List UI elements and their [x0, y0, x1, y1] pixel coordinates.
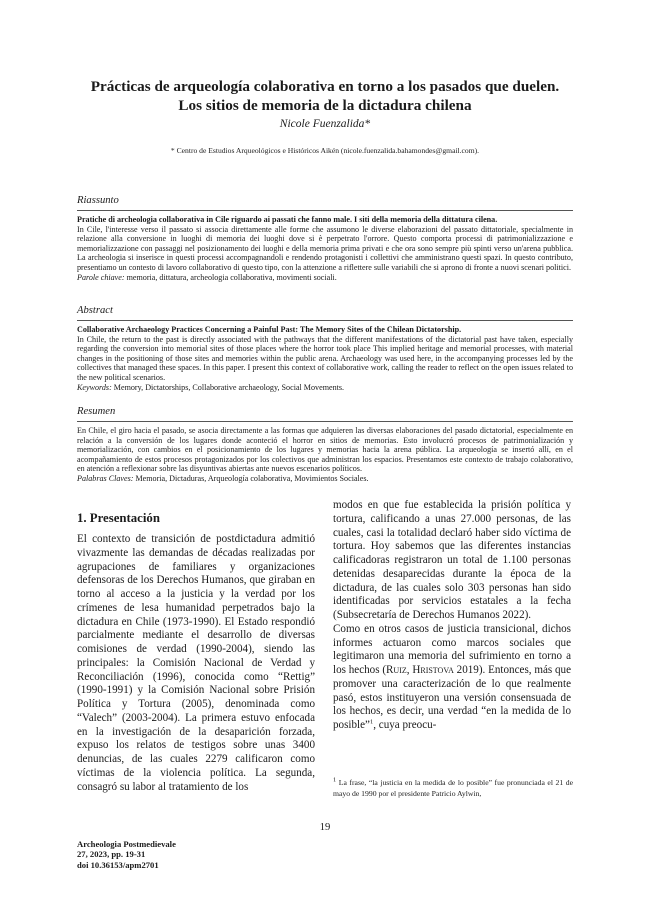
citation-separator: ,	[406, 664, 413, 676]
footnote	[333, 778, 573, 799]
riassunto-title: Pratiche di archeologia collaborativa in Cile riguardo ai passati che fanno male. I siti della memoria della dittatura cilena.	[77, 215, 498, 224]
riassunto-keywords	[77, 273, 573, 283]
citation-author: Ruiz	[386, 664, 407, 676]
title-line-2: Los sitios de memoria de la dictadura chilena	[178, 96, 472, 114]
riassunto-heading: Riassunto	[77, 195, 573, 211]
abstract-title: Collaborative Archaeology Practices Concerning a Painful Past: The Memory Sites of the Chilean Dictatorship.	[77, 325, 462, 334]
body-text: Como en otros casos de justicia transicional, dichos informes actuaron como marcos sociales que legitimaron una memoria del sufrimiento en torno a los hechos (	[333, 622, 571, 676]
author-name: Nicole Fuenzalida*	[279, 118, 371, 130]
abstract-keywords	[77, 383, 573, 393]
journal-issue: 27, 2023, pp. 19-31	[77, 849, 146, 860]
body-column-right	[333, 499, 571, 733]
resumen-keywords	[77, 474, 573, 484]
riassunto-keywords-text: memoria, dittatura, archeologia collaborativa, movimenti sociali.	[124, 272, 337, 282]
author-affiliation: * Centro de Estudios Arqueológicos e Históricos Aikén (nicole.fuenzalida.bahamondes@gmail.com).	[170, 146, 480, 155]
abstract-body: In Chile, the return to the past is directly associated with the pathways that the different manifestations of the dictatorial past have taken, especially regarding the conversion into memorial sites of those places where the horror took place This implied heritage and memorial processes, with material changes in the positioning of those sites and memories within the public arena. Archaeology was used here, in the accompanying processes led by the collectives that managed these spaces. In this paper. I present this context of collaborative work, calling the reader to reflect on the open issues related to the new political scenarios.	[77, 334, 573, 382]
journal-name: Archeologia Postmedievale	[77, 839, 176, 849]
journal-doi[interactable]: doi 10.36153/apm2701	[77, 859, 159, 870]
article-title	[70, 78, 580, 115]
riassunto-body: In Cile, l'interesse verso il passato si associa direttamente alle forme che assumono le diverse elaborazioni del passato dittatoriale, specialmente in relazione alla conversione in luoghi di memoria dei luoghi dove si è perpetrato l'orrore. Questo comporta processi di patrimonializzazione e memorializzazione con passaggi nel posizionamento dei luoghi e della memoria prima privati e che ora sono sempre più spinti verso un'arena pubblica. La archeologia si inserisce in questi processi accompagnandoli e rendendo protagonisti i collettivi che amministrano questi spazi. In questo contributo, presentiamo un contesto di lavoro collaborativo di questo tipo, con la attenzione a riflettere sulle variabili che si aprono di fronte a nuovi scenari politici.	[77, 224, 573, 272]
body-column-left	[77, 533, 315, 794]
riassunto-keywords-label: Parole chiave:	[77, 272, 125, 282]
abstract-block	[77, 305, 573, 392]
body-text: , cuya preocu-	[373, 719, 437, 731]
footnote-marker: 1	[333, 776, 337, 784]
resumen-heading: Resumen	[77, 406, 573, 422]
citation-author: Hristova	[412, 664, 454, 676]
body-paragraph: modos en que fue establecida la prisión política y tortura, calificando a unas 27.000 personas, de las cuales, casi la totalidad declaró haber sido víctima de tortura. Hoy sabemos que las diferentes instancias calificadoras registraron un total de 1.100 personas detenidas desaparecidas durante la época de la dictadura, de las cuales solo 303 personas han sido identificadas por servicios estatales a la fecha (Subsecretaría de Derechos Humanos 2022).	[333, 499, 571, 621]
resumen-keywords-text: Memoria, Dictaduras, Arqueología colaborativa, Movimientos Sociales.	[133, 473, 369, 483]
body-paragraph: El contexto de transición de postdictadura admitió vivazmente las demandas de décadas realizadas por agrupaciones de familiares y organizaciones defensoras de los Derechos Humanos, que giraban en torno al acceso a la justicia y la verdad por los crímenes de lesa humanidad perpetrados bajo la dictadura en Chile (1973-1990). El Estado respondió parcialmente mediante el desarrollo de diversas comisiones de verdad (1990-2004), siendo las principales: la Comisión Nacional de Verdad y Reconciliación (1996), conocida como “Rettig” (1990-1991) y la Comisión Nacional sobre Prisión Política y Tortura (2005), denominada como “Valech” (2003-2004). La primera estuvo enfocada en la investigación de la desaparición forzada, expuso los relatos de testigos sobre unas 3400 denuncias, de las cuales 2279 calificaron como víctimas de la violencia política. La segunda, consagró su labor al tratamiento de los	[77, 533, 315, 793]
journal-info	[77, 839, 176, 870]
footnote-reference[interactable]: 1	[369, 718, 374, 726]
abstract-keywords-label: Keywords:	[77, 382, 112, 392]
title-line-1: Prácticas de arqueología colaborativa en torno a los pasados que duelen.	[90, 78, 560, 95]
resumen-body: En Chile, el giro hacia el pasado, se asocia directamente a las formas que adquieren las diversas elaboraciones del pasado dictatorial, especialmente en relación a la conversión de los lugares donde aconteció el horror en sitios de memorias. Esto involucró procesos de patrimonialización y memorialización, con cambios en el posicionamiento de los lugares y memorias hacia la arena pública. La arqueología se insertó allí, en el acompañamiento de estos procesos protagonizados por los colectivos que administran los espacios. Presentamos este contexto de trabajo colaborativo, en atención a reflexionar sobre las disyuntivas abiertas ante nuevos escenarios políticos.	[77, 426, 573, 474]
footnote-text: La frase, “la justicia en la medida de lo posible” fue pronunciada el 21 de mayo de 1990 por el presidente Patricio Aylwin,	[333, 778, 573, 798]
riassunto-block	[77, 195, 573, 282]
abstract-keywords-text: Memory, Dictatorships, Collaborative archaeology, Social Movements.	[111, 382, 345, 392]
section-heading: 1. Presentación	[77, 511, 160, 525]
resumen-block	[77, 406, 573, 484]
body-text: 2019). Entonces, más que promover una caracterización de lo que realmente pasó, estos instituyeron una versión consensuada de los hechos, es decir, una verdad “en la medida de lo posible”	[333, 664, 572, 731]
page-number: 19	[319, 822, 331, 833]
body-paragraph	[333, 623, 571, 733]
abstract-heading: Abstract	[77, 305, 573, 321]
resumen-keywords-label: Palabras Claves:	[77, 473, 134, 483]
